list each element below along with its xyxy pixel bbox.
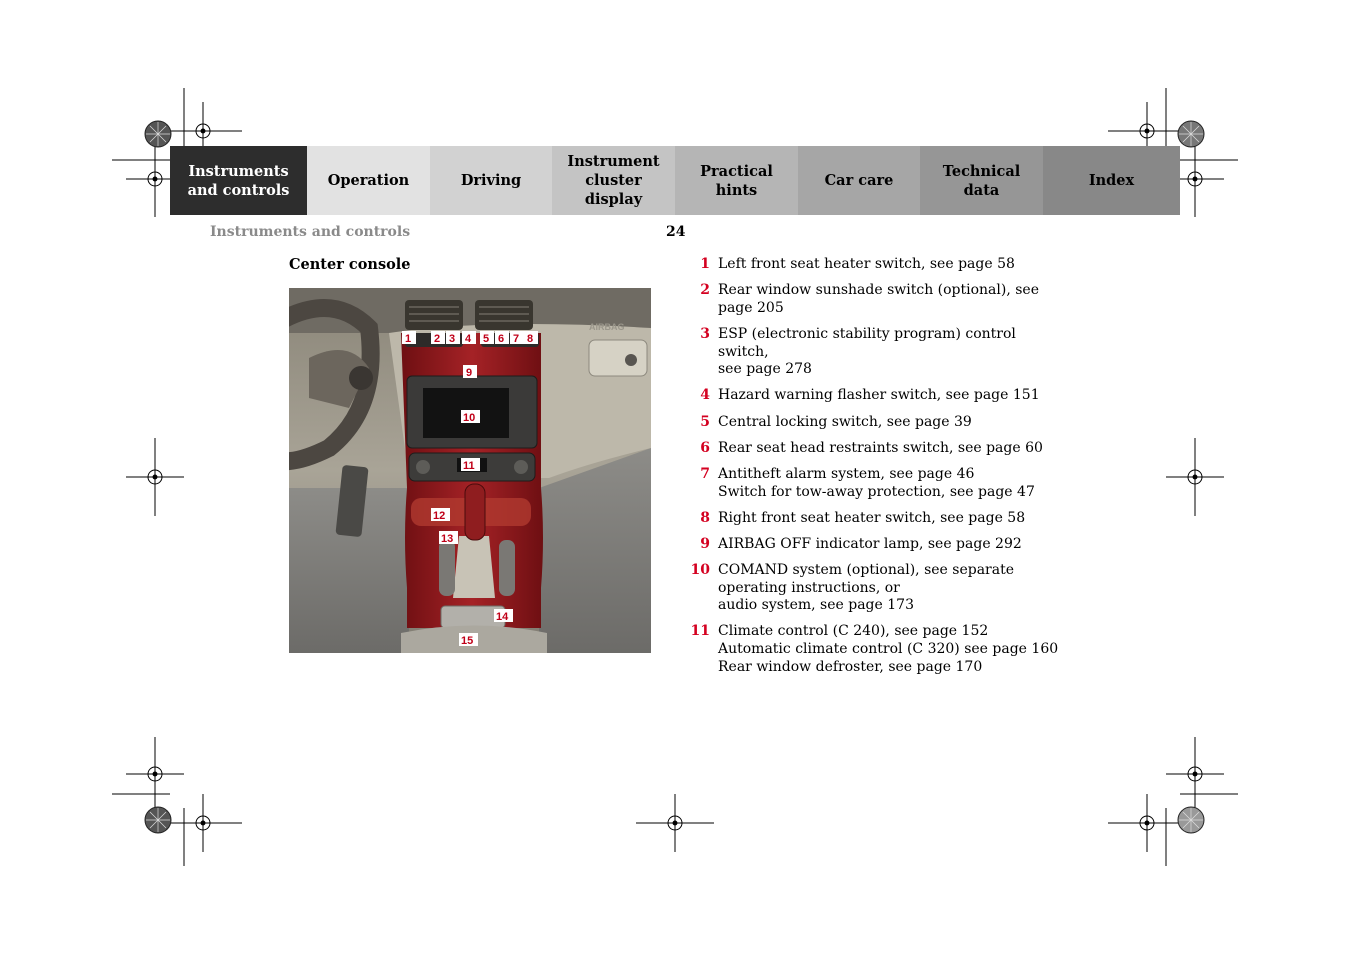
callout-11 <box>461 458 480 472</box>
svg-text:12: 12 <box>433 510 446 522</box>
svg-text:15: 15 <box>461 635 474 647</box>
svg-text:7: 7 <box>513 333 520 345</box>
legend-item: 1 Left front seat heater switch, see page 58 <box>700 256 1015 272</box>
callout-13 <box>439 531 458 545</box>
legend-item: 6 Rear seat head restraints switch, see page 60 <box>700 439 1043 456</box>
legend-item: 9 AIRBAG OFF indicator lamp, see page 292 <box>700 535 1022 552</box>
legend-item: 11 Climate control (C 240), see page 152 Automatic climate control (C 320) see page 160 Rear window defroster, see page 170 <box>690 623 1059 675</box>
callout-6 <box>495 331 509 345</box>
page-number: 24 <box>666 224 686 240</box>
callout-15 <box>459 633 478 647</box>
svg-text:11: 11 <box>463 460 475 472</box>
section-tab-bar <box>170 146 1180 215</box>
callout-3 <box>446 331 460 345</box>
tab-instruments-and-controls[interactable]: Instruments and controls <box>170 146 307 215</box>
svg-text:10: 10 <box>463 412 476 424</box>
legend-item: 2 Rear window sunshade switch (optional), see page 205 <box>700 282 1040 316</box>
tab-operation[interactable]: Operation <box>307 146 430 215</box>
component-legend <box>690 256 1060 685</box>
svg-text:3: 3 <box>449 333 456 345</box>
callout-10 <box>461 410 480 424</box>
svg-text:1: 1 <box>405 333 412 345</box>
legend-item: 8 Right front seat heater switch, see page 58 <box>700 509 1026 526</box>
callout-2 <box>431 331 445 345</box>
svg-text:6: 6 <box>498 333 505 345</box>
svg-text:5: 5 <box>483 333 490 345</box>
callout-4 <box>462 331 476 345</box>
legend-item: 7 Antitheft alarm system, see page 46 Switch for tow-away protection, see page 47 <box>700 465 1035 500</box>
svg-text:2: 2 <box>434 333 441 345</box>
tab-practical-hints[interactable]: Practical hints <box>675 146 798 215</box>
callout-9 <box>463 365 477 379</box>
tab-driving[interactable]: Driving <box>430 146 552 215</box>
running-head: Instruments and controls <box>210 224 411 240</box>
svg-text:4: 4 <box>465 333 472 345</box>
legend-item: 4 Hazard warning flasher switch, see page 151 <box>700 387 1040 404</box>
tab-car-care[interactable]: Car care <box>798 146 920 215</box>
center-console-illustration <box>289 288 651 653</box>
legend-item: 5 Central locking switch, see page 39 <box>700 413 972 430</box>
svg-text:14: 14 <box>496 611 509 623</box>
callout-5 <box>480 331 494 345</box>
legend-item: 10 COMAND system (optional), see separate operating instructions, or audio system, see page 173 <box>690 562 1014 614</box>
airbag-lettering: AIRBAG <box>589 322 625 332</box>
svg-text:9: 9 <box>466 367 473 379</box>
tab-index[interactable]: Index <box>1043 146 1180 215</box>
section-title: Center console <box>289 256 411 273</box>
tab-technical-data[interactable]: Technical data <box>920 146 1043 215</box>
callout-14 <box>494 609 513 623</box>
svg-text:8: 8 <box>527 333 534 345</box>
callout-12 <box>431 508 450 522</box>
svg-text:13: 13 <box>441 533 454 545</box>
callout-1 <box>402 331 416 345</box>
legend-item: 3 ESP (electronic stability program) control switch, see page 278 <box>700 325 1016 378</box>
callout-7 <box>510 331 524 345</box>
callout-8 <box>524 331 538 345</box>
tab-instrument-cluster-display[interactable]: Instrument cluster display <box>552 146 675 215</box>
